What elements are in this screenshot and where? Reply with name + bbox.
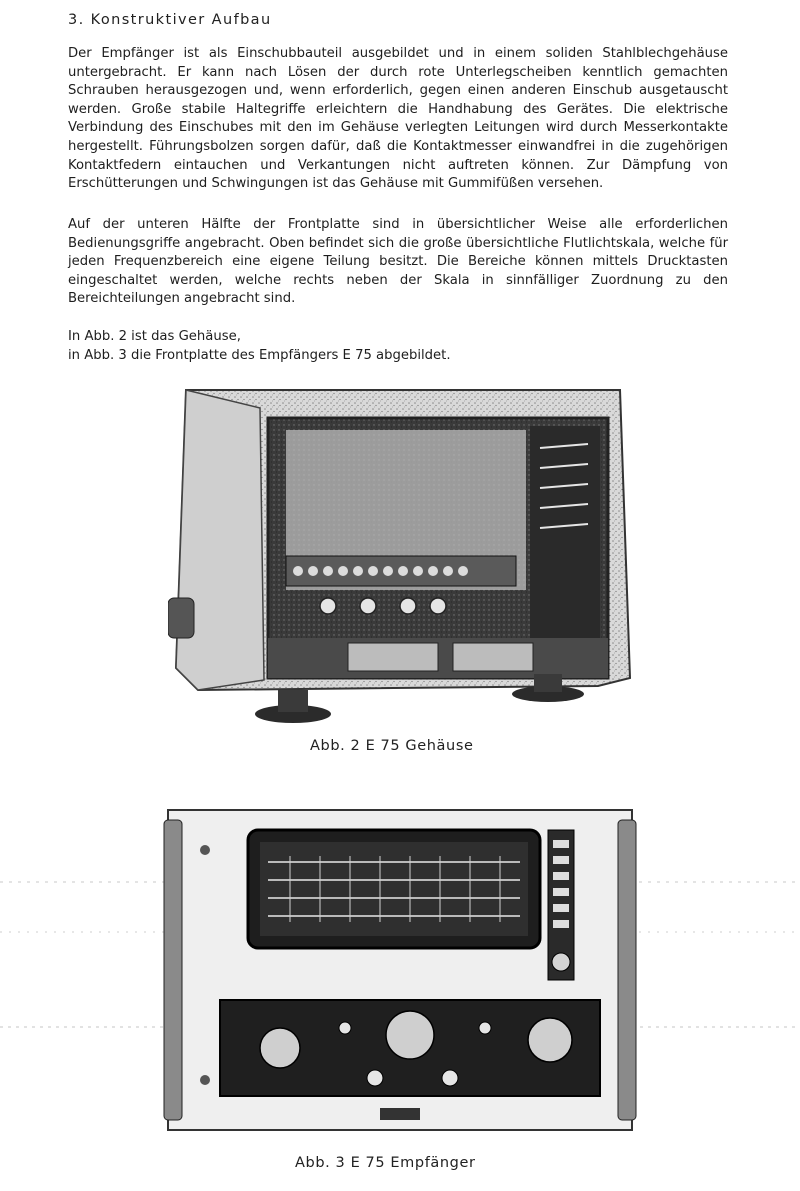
figure-reference-line-1: In Abb. 2 ist das Gehäuse,	[68, 329, 241, 344]
section-heading: 3. Konstruktiver Aufbau	[68, 12, 272, 28]
figure-3-caption: Abb. 3 E 75 Empfänger	[295, 1155, 476, 1171]
paragraph-construction: Der Empfänger ist als Einschubbauteil ausgebildet und in einem soliden Stahlblechgehäuse untergebracht. Er kann nach Lösen der durch rote Unterlegscheiben kenntlich gemachten Schrauben herausgezogen und, wenn erforderlich, gegen einen anderen Einschub ausgetauscht werden. Große stabile Haltegriffe erleichtern die Handhabung des Gerätes. Die elektrische Verbindung des Einschubes mit den im Gehäuse verlegten Leitungen wird durch Messerkontakte hergestellt. Führungsbolzen sorgen dafür, daß die Kontaktmesser einwandfrei in die zugehörigen Kontaktfedern eintauchen und Verkantungen nicht auftreten können. Zur Dämpfung von Erschütterungen und Schwingungen ist das Gehäuse mit Gummifüßen versehen.	[68, 46, 728, 192]
paragraph-figure-references	[68, 328, 728, 365]
paragraph-front-panel: Auf der unteren Hälfte der Frontplatte sind in übersichtlicher Weise alle erforderlichen Bedienungsgriffe angebracht. Oben befindet sich die große übersichtliche Flutlichtskala, welche für jeden Frequenzbereich eine eigene Teilung besitzt. Die Bereiche können mittels Drucktasten eingeschaltet werden, welche rechts neben der Skala in sinnfälliger Zuordnung zu den Bereichteilungen angebracht sind.	[68, 217, 728, 307]
receiver-photo	[160, 790, 640, 1145]
figure-reference-line-2: in Abb. 3 die Frontplatte des Empfängers E 75 abgebildet.	[68, 347, 451, 363]
housing-photo	[168, 378, 638, 728]
figure-2-caption: Abb. 2 E 75 Gehäuse	[310, 738, 474, 754]
